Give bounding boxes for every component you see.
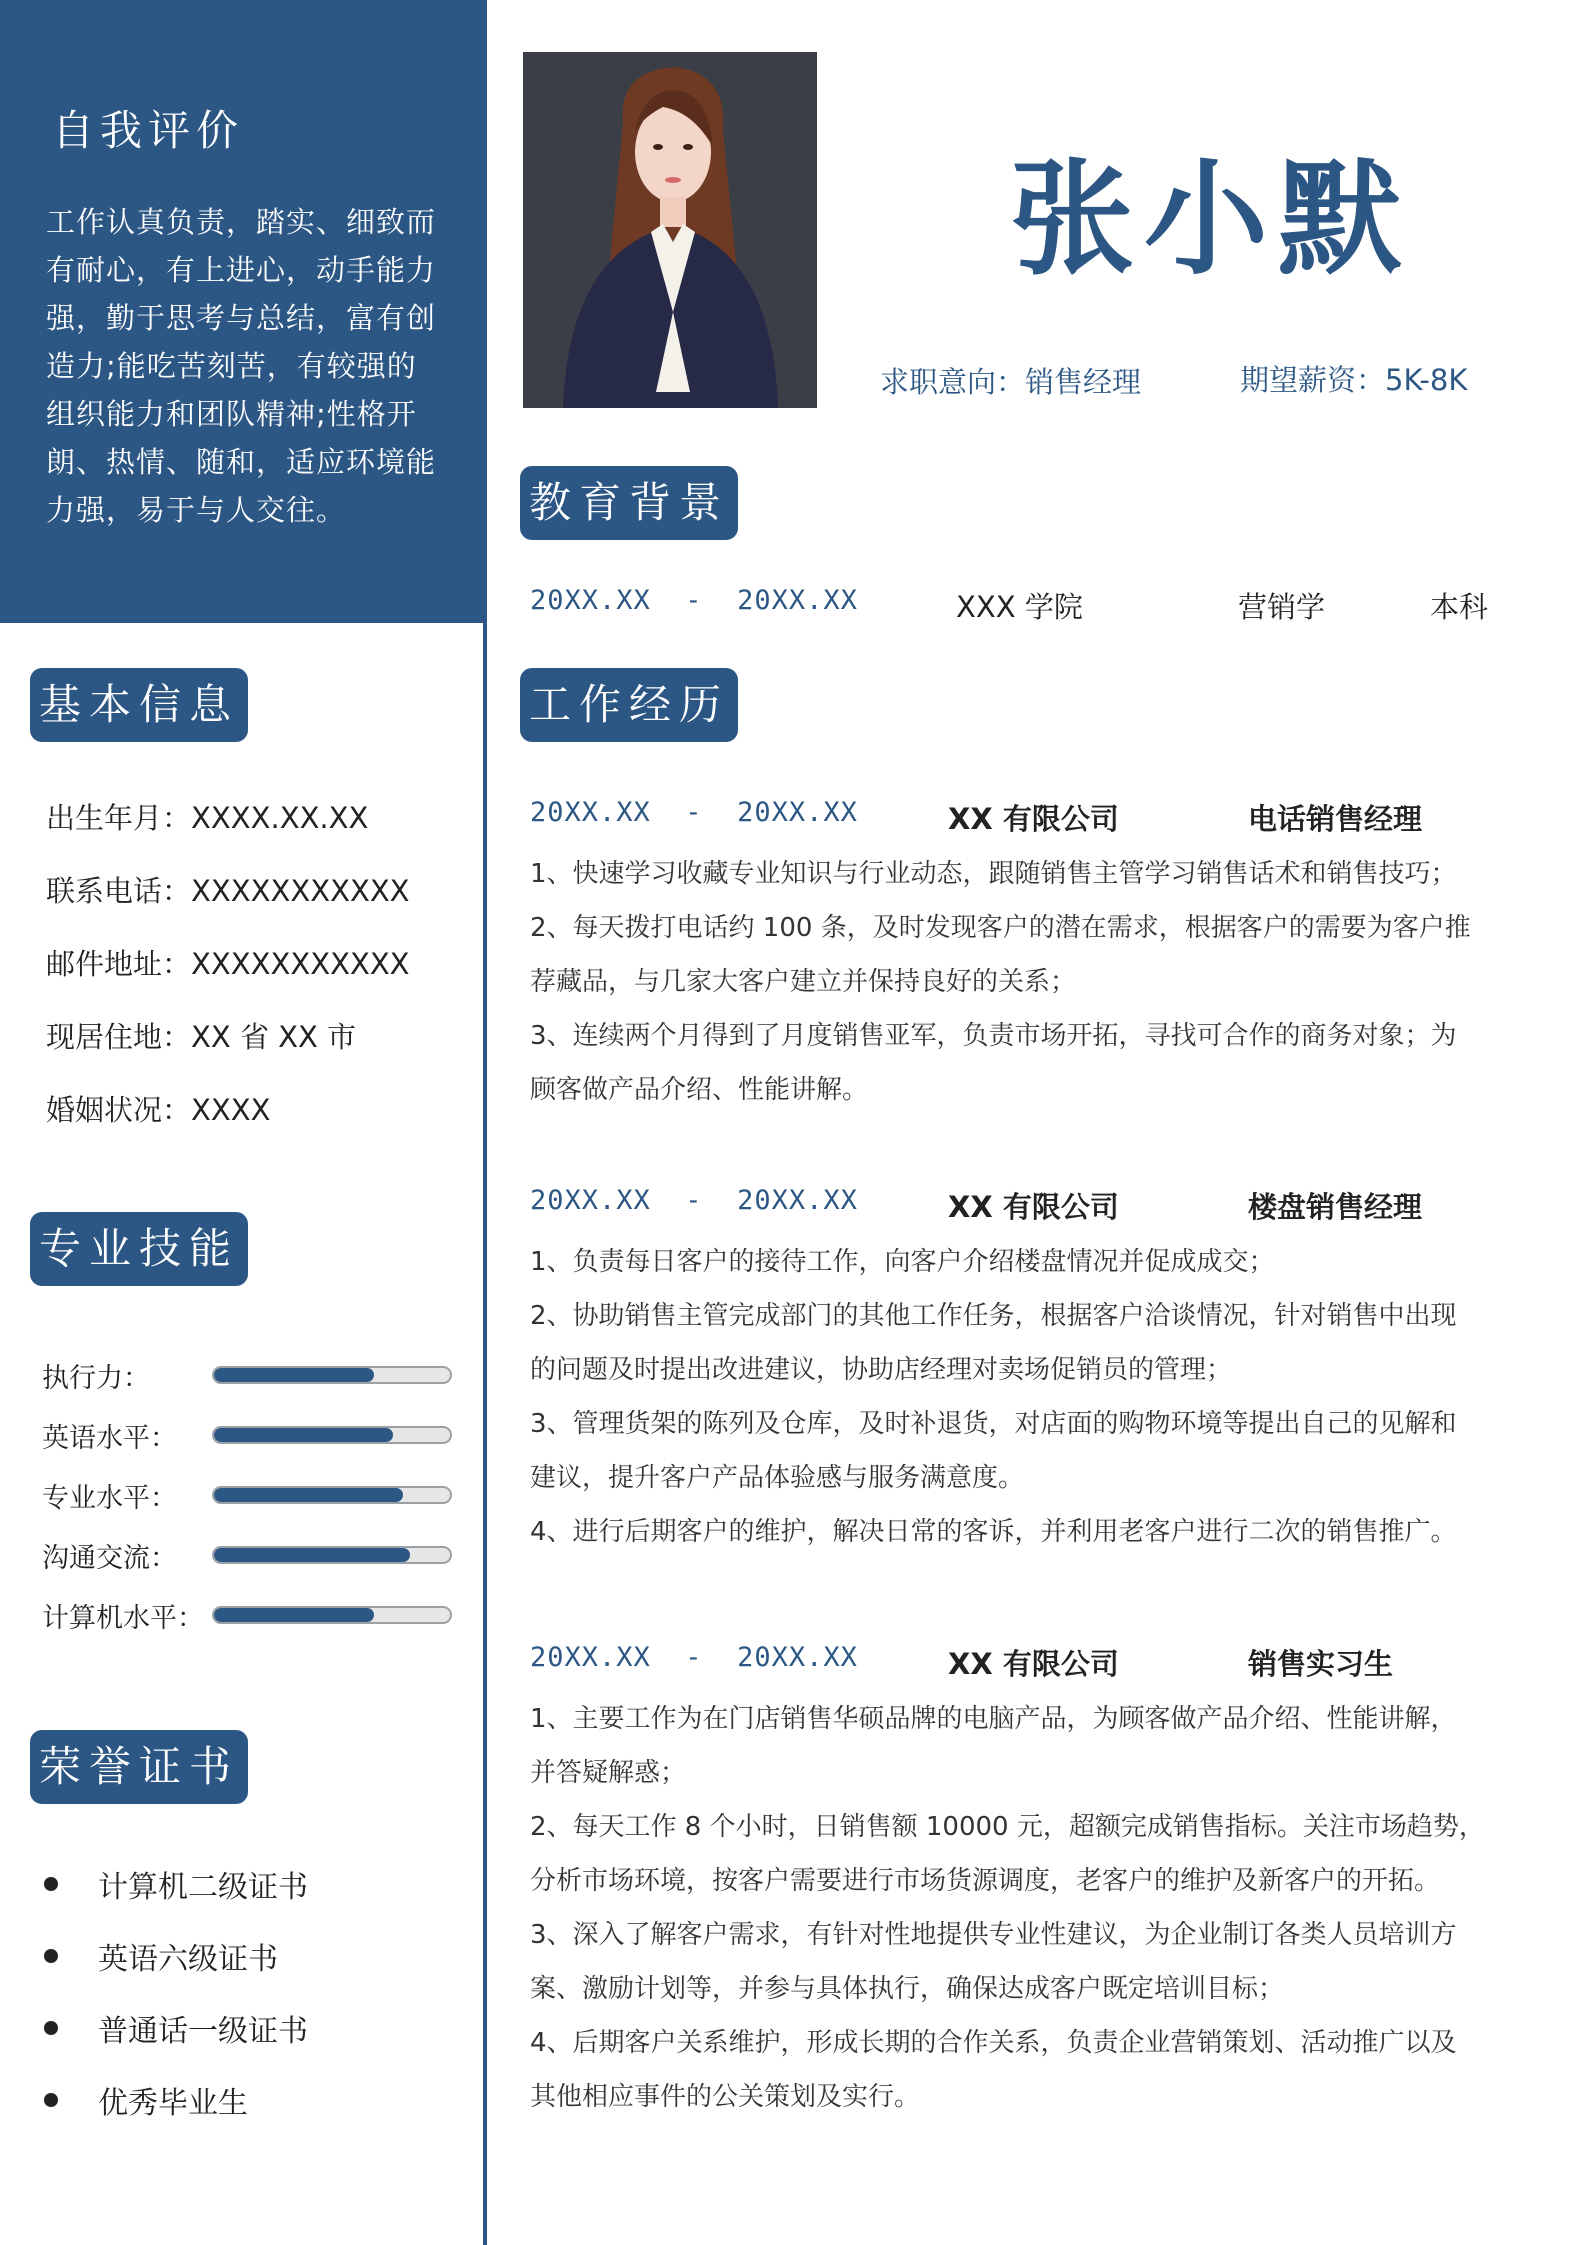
self-evaluation-text <box>46 198 456 534</box>
self-evaluation-line: 工作认真负责，踏实、细致而 <box>46 205 437 239</box>
job-line: 的问题及时提出改进建议，协助店经理对卖场促销员的管理； <box>530 1355 1233 1385</box>
expected-salary: 期望薪资：5K-8K <box>1240 363 1468 397</box>
certificate-label: 英语六级证书 <box>98 1942 278 1977</box>
info-label: 出生年月： <box>46 801 192 835</box>
job-date: 20XX.XX - 20XX.XX <box>530 797 858 828</box>
job-line: 2、协助销售主管完成部门的其他工作任务，根据客户洽谈情况，针对销售中出现 <box>530 1301 1457 1331</box>
job-company: XX 有限公司 <box>948 1190 1119 1224</box>
info-value: XXXXXXXXXXX <box>191 874 410 908</box>
skill-label: 英语水平： <box>42 1422 177 1454</box>
skill-bar <box>212 1546 452 1564</box>
info-value: XXXX <box>191 1093 271 1127</box>
job-line: 1、负责每日客户的接待工作，向客户介绍楼盘情况并促成成交； <box>530 1247 1275 1277</box>
certificate-label: 优秀毕业生 <box>98 2086 248 2121</box>
skill-label: 计算机水平： <box>42 1602 204 1634</box>
skill-bar-fill <box>214 1368 374 1382</box>
job-description <box>530 1235 1530 1559</box>
job-line: 分析市场环境，按客户需要进行市场货源调度，老客户的维护及新客户的开拓。 <box>530 1866 1441 1896</box>
job-line: 1、主要工作为在门店销售华硕品牌的电脑产品，为顾客做产品介绍、性能讲解， <box>530 1704 1457 1734</box>
skill-label: 沟通交流： <box>42 1542 177 1574</box>
info-row-marital <box>46 1082 410 1155</box>
job-line: 并答疑解惑； <box>530 1758 687 1788</box>
info-row-address <box>46 1009 410 1082</box>
job-line: 案、激励计划等，并参与具体执行，确保达成客户既定培训目标； <box>530 1974 1285 2004</box>
education-row <box>530 585 1530 625</box>
job-line: 3、管理货架的陈列及仓库，及时补退货，对店面的购物环境等提出自己的见解和 <box>530 1409 1457 1439</box>
candidate-name: 张小默 <box>1010 147 1413 292</box>
education-date: 20XX.XX - 20XX.XX <box>530 585 858 616</box>
certificate-item <box>42 1848 308 1920</box>
job-line: 其他相应事件的公关策划及实行。 <box>530 2082 921 2112</box>
skill-label: 执行力： <box>42 1362 150 1394</box>
job-intent: 求职意向：销售经理 <box>880 365 1142 399</box>
certificate-label: 计算机二级证书 <box>98 1870 308 1905</box>
column-divider <box>483 0 487 2245</box>
job-line: 顾客做产品介绍、性能讲解。 <box>530 1075 869 1105</box>
job-line: 荐藏品，与几家大客户建立并保持良好的关系； <box>530 967 1077 997</box>
education-degree: 本科 <box>1430 590 1489 624</box>
info-label: 邮件地址： <box>46 947 192 981</box>
skill-row <box>42 1405 452 1465</box>
job-line: 建议，提升客户产品体验感与服务满意度。 <box>530 1463 1025 1493</box>
basic-info-title: 基本信息 <box>30 668 248 742</box>
job-entry <box>530 797 1530 1117</box>
job-entry <box>530 1185 1530 1559</box>
certificates-list <box>42 1848 308 2136</box>
job-line: 3、连续两个月得到了月度销售亚军，负责市场开拓，寻找可合作的商务对象；为 <box>530 1021 1457 1051</box>
job-entry <box>530 1642 1530 2124</box>
job-description <box>530 1692 1530 2124</box>
education-school: XXX 学院 <box>956 590 1083 624</box>
portrait-illustration-icon <box>523 52 817 408</box>
info-value: XXXXXXXXXXX <box>191 947 410 981</box>
info-row-birth <box>46 790 410 863</box>
certificate-item <box>42 1920 308 1992</box>
bullet-icon <box>44 2021 58 2035</box>
job-line: 1、快速学习收藏专业知识与行业动态，跟随销售主管学习销售话术和销售技巧； <box>530 859 1457 889</box>
certificate-item <box>42 2064 308 2136</box>
job-position: 楼盘销售经理 <box>1248 1190 1423 1224</box>
bullet-icon <box>44 2093 58 2107</box>
job-line: 2、每天拨打电话约 100 条，及时发现客户的潜在需求，根据客户的需要为客户推 <box>530 913 1471 943</box>
skill-bar-fill <box>214 1608 374 1622</box>
self-evaluation-line: 强，勤于思考与总结，富有创 <box>46 301 437 335</box>
skills-list <box>42 1345 452 1645</box>
info-row-email <box>46 936 410 1009</box>
skill-row <box>42 1585 452 1645</box>
profile-photo <box>523 52 817 408</box>
self-evaluation-title: 自我评价 <box>52 106 245 155</box>
bullet-icon <box>44 1877 58 1891</box>
work-title: 工作经历 <box>520 668 738 742</box>
self-evaluation-line: 有耐心，有上进心，动手能力 <box>46 253 437 287</box>
job-company: XX 有限公司 <box>948 1647 1119 1681</box>
info-value: XXXX.XX.XX <box>191 801 369 835</box>
self-evaluation-line: 朗、热情、随和，适应环境能 <box>46 445 437 479</box>
self-evaluation-panel <box>0 0 483 623</box>
basic-info-list <box>46 790 410 1155</box>
certificate-item <box>42 1992 308 2064</box>
skill-bar <box>212 1606 452 1624</box>
job-line: 4、进行后期客户的维护，解决日常的客诉，并利用老客户进行二次的销售推广。 <box>530 1517 1457 1547</box>
job-date: 20XX.XX - 20XX.XX <box>530 1185 858 1216</box>
skills-title: 专业技能 <box>30 1212 248 1286</box>
info-label: 现居住地： <box>46 1020 192 1054</box>
job-line: 3、深入了解客户需求，有针对性地提供专业性建议，为企业制订各类人员培训方 <box>530 1920 1457 1950</box>
skill-label: 专业水平： <box>42 1482 177 1514</box>
job-position: 销售实习生 <box>1248 1647 1394 1681</box>
job-position: 电话销售经理 <box>1248 802 1423 836</box>
skill-bar-fill <box>214 1428 393 1442</box>
skill-bar <box>212 1486 452 1504</box>
bullet-icon <box>44 1949 58 1963</box>
self-evaluation-line: 造力;能吃苦刻苦，有较强的 <box>46 349 417 383</box>
certificates-title: 荣誉证书 <box>30 1730 248 1804</box>
info-row-phone <box>46 863 410 936</box>
job-description <box>530 847 1530 1117</box>
skill-bar <box>212 1366 452 1384</box>
skill-row <box>42 1345 452 1405</box>
job-line: 2、每天工作 8 个小时，日销售额 10000 元，超额完成销售指标。关注市场趋势， <box>530 1812 1485 1842</box>
info-label: 联系电话： <box>46 874 192 908</box>
job-date: 20XX.XX - 20XX.XX <box>530 1642 858 1673</box>
skill-bar-fill <box>214 1488 403 1502</box>
job-header <box>530 1642 1530 1690</box>
skill-bar-fill <box>214 1548 410 1562</box>
job-line: 4、后期客户关系维护，形成长期的合作关系，负责企业营销策划、活动推广以及 <box>530 2028 1457 2058</box>
skill-row <box>42 1525 452 1585</box>
certificate-label: 普通话一级证书 <box>98 2014 308 2049</box>
education-title: 教育背景 <box>520 466 738 540</box>
job-header <box>530 1185 1530 1233</box>
job-header <box>530 797 1530 845</box>
job-company: XX 有限公司 <box>948 802 1119 836</box>
skill-bar <box>212 1426 452 1444</box>
education-major: 营销学 <box>1238 590 1326 624</box>
skill-row <box>42 1465 452 1525</box>
info-value: XX 省 XX 市 <box>191 1020 357 1054</box>
self-evaluation-line: 组织能力和团队精神;性格开 <box>46 397 417 431</box>
self-evaluation-line: 力强，易于与人交往。 <box>46 493 347 527</box>
info-label: 婚姻状况： <box>46 1093 192 1127</box>
